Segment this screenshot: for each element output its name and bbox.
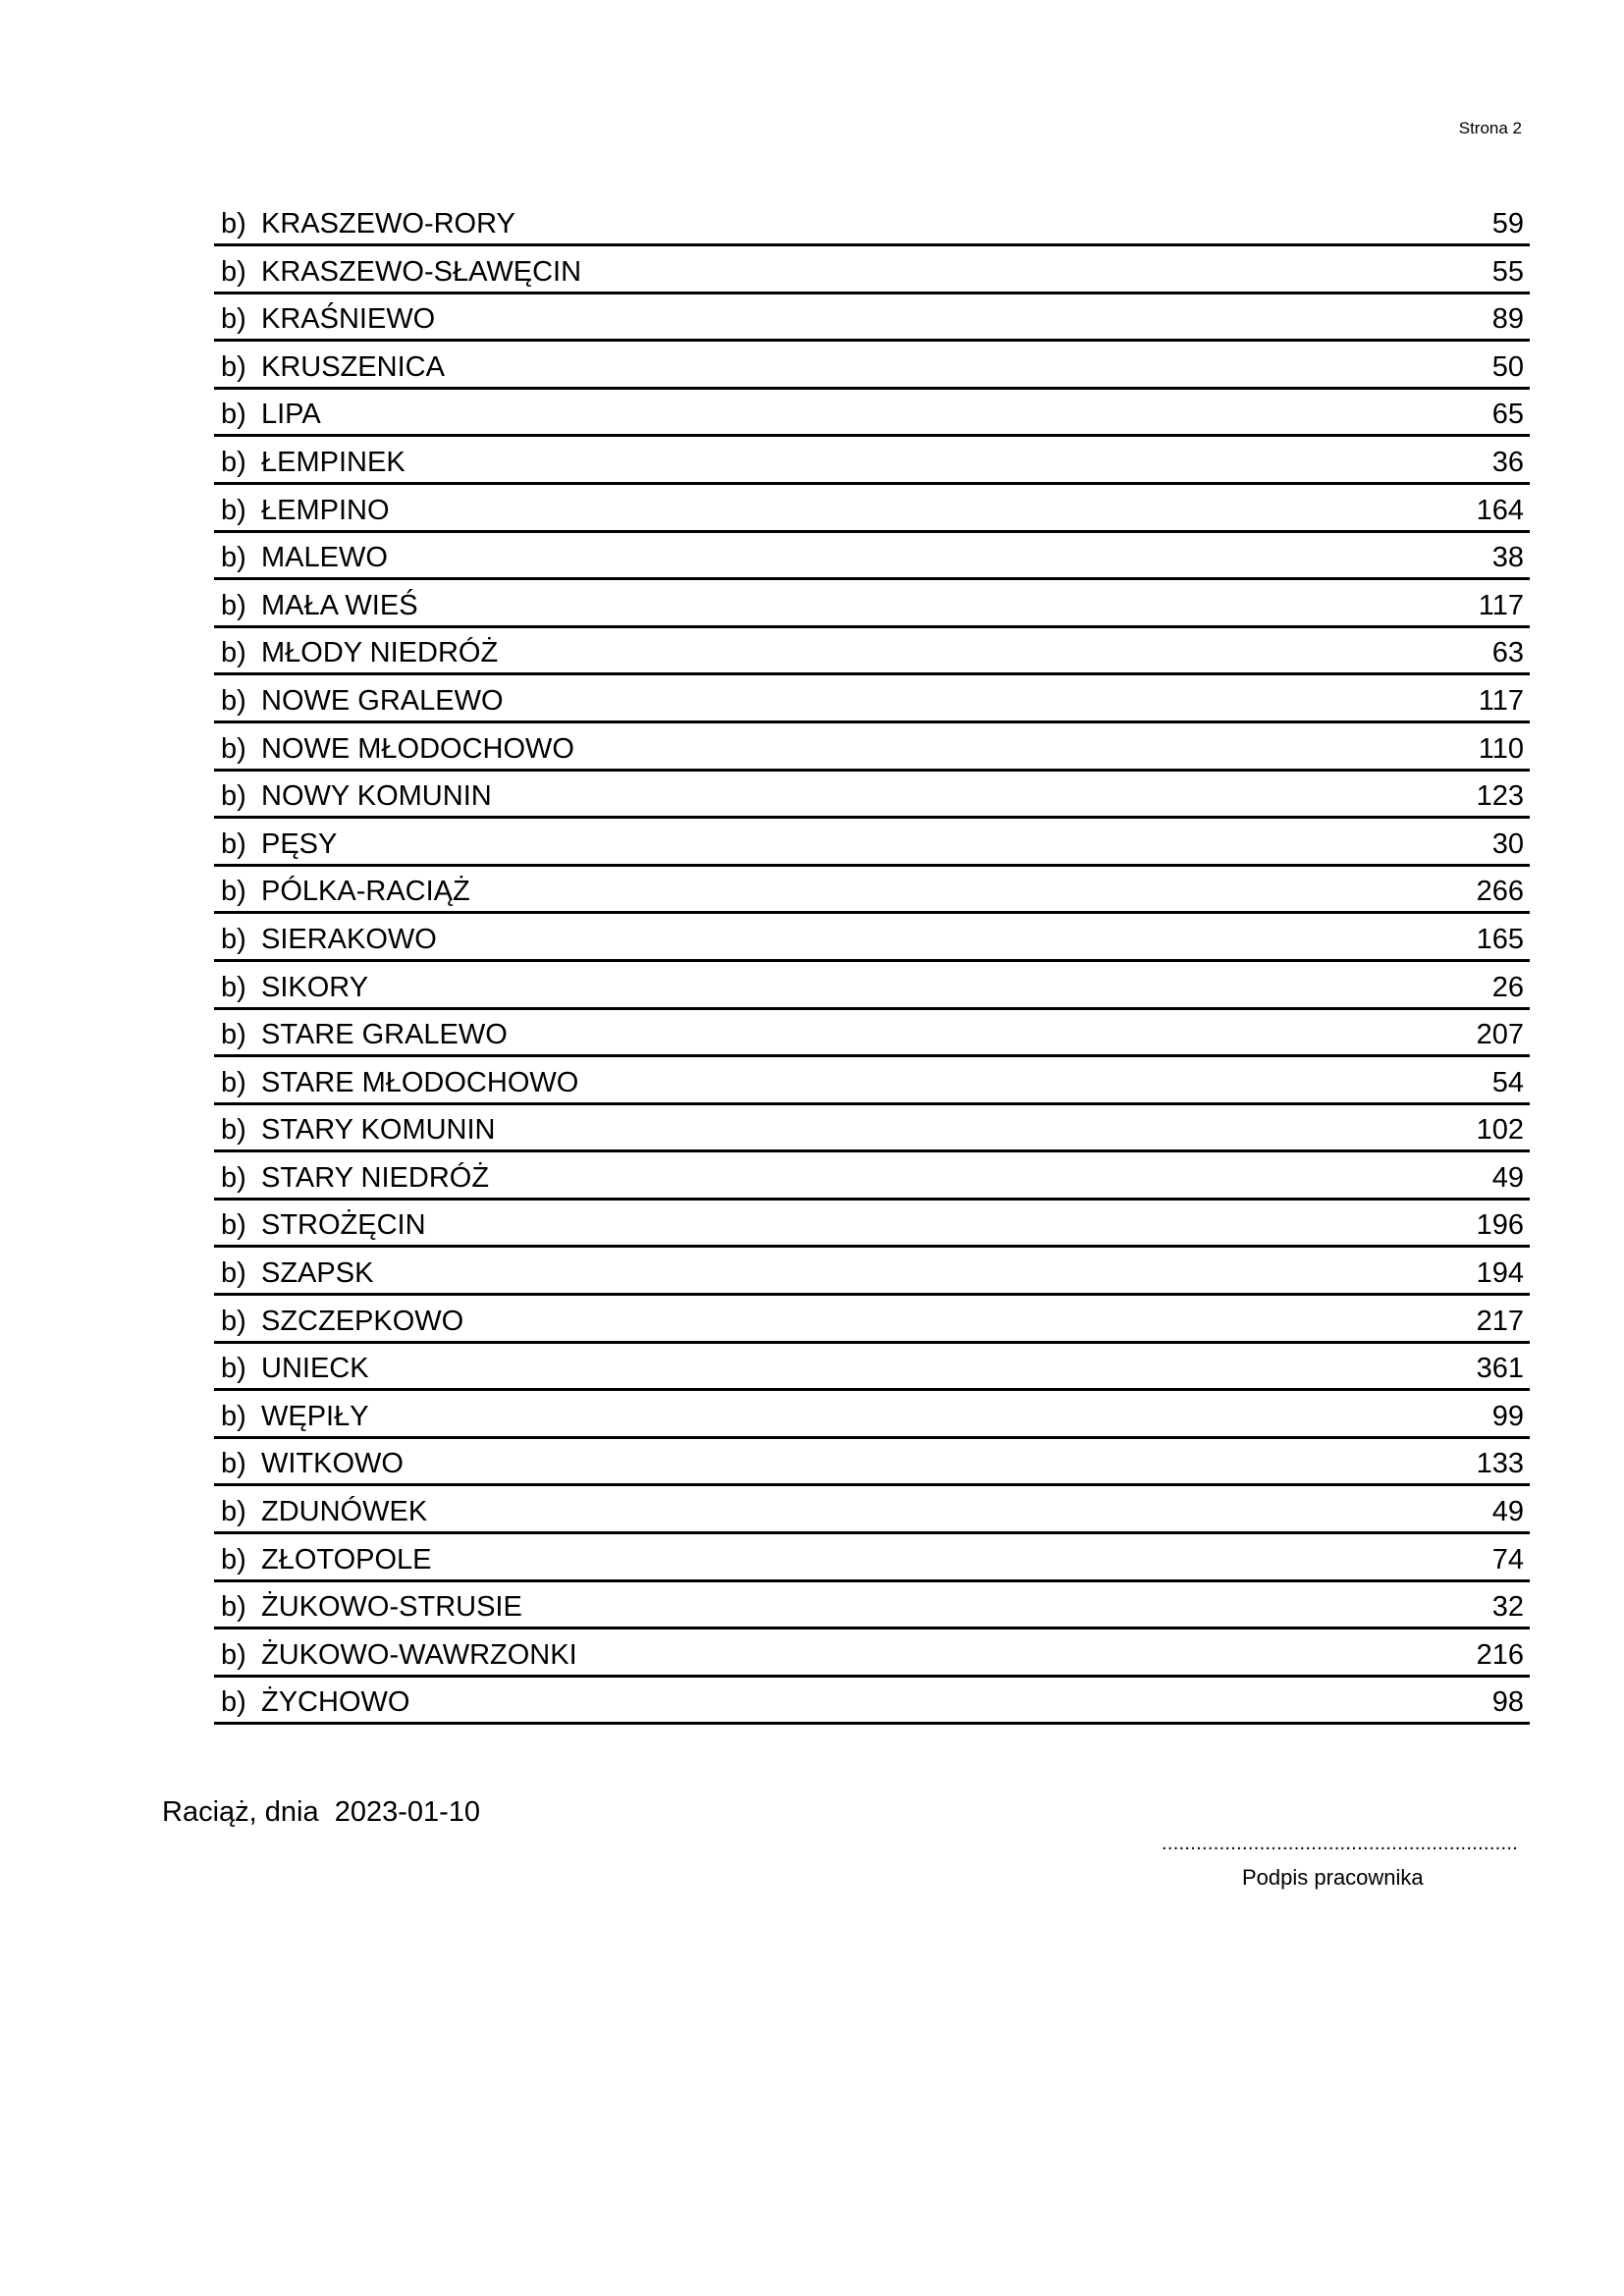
locality-table bbox=[214, 200, 1530, 1727]
locality-count: 98 bbox=[1491, 1686, 1524, 1719]
locality-name: MŁODY NIEDRÓŻ bbox=[261, 637, 499, 669]
locality-name: WĘPIŁY bbox=[261, 1400, 369, 1432]
table-row bbox=[214, 439, 1530, 485]
table-row bbox=[214, 1536, 1530, 1582]
table-row bbox=[214, 582, 1530, 628]
locality-count: 38 bbox=[1491, 542, 1524, 574]
locality-count: 55 bbox=[1491, 255, 1524, 288]
locality-count: 36 bbox=[1491, 446, 1524, 478]
table-row bbox=[214, 1011, 1530, 1057]
locality-name: STARE GRALEWO bbox=[261, 1019, 508, 1051]
table-row bbox=[214, 629, 1530, 675]
locality-name: NOWE MŁODOCHOWO bbox=[261, 732, 574, 765]
locality-count: 165 bbox=[1476, 923, 1524, 955]
row-prefix: b) bbox=[221, 1353, 246, 1385]
row-prefix: b) bbox=[221, 1400, 246, 1432]
table-row bbox=[214, 1154, 1530, 1201]
locality-count: 30 bbox=[1491, 828, 1524, 860]
row-prefix: b) bbox=[221, 1257, 246, 1290]
locality-name: NOWY KOMUNIN bbox=[261, 780, 492, 813]
table-row bbox=[214, 534, 1530, 580]
row-prefix: b) bbox=[221, 1114, 246, 1147]
row-prefix: b) bbox=[221, 876, 246, 908]
locality-count: 49 bbox=[1491, 1496, 1524, 1528]
row-prefix: b) bbox=[221, 1591, 246, 1624]
row-prefix: b) bbox=[221, 255, 246, 288]
table-row bbox=[214, 248, 1530, 294]
locality-count: 26 bbox=[1491, 971, 1524, 1003]
locality-count: 217 bbox=[1476, 1305, 1524, 1337]
locality-count: 102 bbox=[1476, 1114, 1524, 1147]
table-row bbox=[214, 964, 1530, 1010]
locality-name: ZDUNÓWEK bbox=[261, 1496, 428, 1528]
locality-count: 194 bbox=[1476, 1257, 1524, 1290]
row-prefix: b) bbox=[221, 1543, 246, 1575]
locality-count: 207 bbox=[1476, 1019, 1524, 1051]
row-prefix: b) bbox=[221, 1305, 246, 1337]
row-prefix: b) bbox=[221, 1161, 246, 1194]
row-prefix: b) bbox=[221, 1686, 246, 1719]
locality-name: SIKORY bbox=[261, 971, 369, 1003]
locality-count: 54 bbox=[1491, 1066, 1524, 1098]
row-prefix: b) bbox=[221, 1496, 246, 1528]
table-row bbox=[214, 1201, 1530, 1248]
table-row bbox=[214, 1106, 1530, 1152]
table-row bbox=[214, 1679, 1530, 1725]
table-row bbox=[214, 200, 1530, 246]
locality-name: KRAŚNIEWO bbox=[261, 303, 436, 336]
table-row bbox=[214, 1583, 1530, 1629]
locality-name: NOWE GRALEWO bbox=[261, 684, 504, 717]
locality-name: KRASZEWO-SŁAWĘCIN bbox=[261, 255, 582, 288]
row-prefix: b) bbox=[221, 589, 246, 621]
locality-name: SIERAKOWO bbox=[261, 923, 437, 955]
signature-label: Podpis pracownika bbox=[1242, 1865, 1424, 1890]
locality-name: ŻYCHOWO bbox=[261, 1686, 410, 1719]
locality-count: 117 bbox=[1478, 684, 1524, 717]
table-row bbox=[214, 821, 1530, 867]
row-prefix: b) bbox=[221, 208, 246, 240]
row-prefix: b) bbox=[221, 1448, 246, 1480]
locality-count: 117 bbox=[1478, 589, 1524, 621]
locality-count: 63 bbox=[1491, 637, 1524, 669]
table-row bbox=[214, 295, 1530, 342]
locality-name: MAŁA WIEŚ bbox=[261, 589, 418, 621]
locality-name: KRASZEWO-RORY bbox=[261, 208, 515, 240]
row-prefix: b) bbox=[221, 542, 246, 574]
locality-name: STARE MŁODOCHOWO bbox=[261, 1066, 579, 1098]
row-prefix: b) bbox=[221, 303, 246, 336]
row-prefix: b) bbox=[221, 684, 246, 717]
locality-count: 32 bbox=[1491, 1591, 1524, 1624]
locality-count: 266 bbox=[1476, 876, 1524, 908]
row-prefix: b) bbox=[221, 1209, 246, 1242]
table-row bbox=[214, 1250, 1530, 1296]
row-prefix: b) bbox=[221, 1638, 246, 1671]
locality-count: 74 bbox=[1491, 1543, 1524, 1575]
locality-count: 59 bbox=[1491, 208, 1524, 240]
locality-name: SZCZEPKOWO bbox=[261, 1305, 464, 1337]
locality-count: 361 bbox=[1476, 1353, 1524, 1385]
row-prefix: b) bbox=[221, 780, 246, 813]
table-row bbox=[214, 725, 1530, 772]
row-prefix: b) bbox=[221, 494, 246, 526]
row-prefix: b) bbox=[221, 828, 246, 860]
row-prefix: b) bbox=[221, 637, 246, 669]
row-prefix: b) bbox=[221, 923, 246, 955]
locality-name: ŁEMPINEK bbox=[261, 446, 406, 478]
locality-name: PÓLKA-RACIĄŻ bbox=[261, 876, 470, 908]
locality-name: STROŻĘCIN bbox=[261, 1209, 426, 1242]
table-row bbox=[214, 1345, 1530, 1391]
locality-name: SZAPSK bbox=[261, 1257, 374, 1290]
locality-count: 216 bbox=[1476, 1638, 1524, 1671]
table-row bbox=[214, 916, 1530, 962]
table-row bbox=[214, 1298, 1530, 1344]
row-prefix: b) bbox=[221, 732, 246, 765]
row-prefix: b) bbox=[221, 1066, 246, 1098]
table-row bbox=[214, 773, 1530, 819]
table-row bbox=[214, 1059, 1530, 1105]
locality-count: 65 bbox=[1491, 399, 1524, 431]
locality-count: 49 bbox=[1491, 1161, 1524, 1194]
locality-count: 196 bbox=[1476, 1209, 1524, 1242]
locality-count: 110 bbox=[1478, 732, 1524, 765]
locality-name: ŻUKOWO-WAWRZONKI bbox=[261, 1638, 577, 1671]
table-row bbox=[214, 391, 1530, 437]
locality-name: PĘSY bbox=[261, 828, 338, 860]
locality-count: 89 bbox=[1491, 303, 1524, 336]
table-row bbox=[214, 1631, 1530, 1678]
locality-name: ZŁOTOPOLE bbox=[261, 1543, 432, 1575]
table-row bbox=[214, 1440, 1530, 1486]
locality-name: LIPA bbox=[261, 399, 321, 431]
locality-name: UNIECK bbox=[261, 1353, 369, 1385]
table-row bbox=[214, 487, 1530, 533]
table-row bbox=[214, 868, 1530, 914]
row-prefix: b) bbox=[221, 1019, 246, 1051]
locality-name: ŁEMPINO bbox=[261, 494, 390, 526]
locality-name: KRUSZENICA bbox=[261, 350, 445, 383]
table-row bbox=[214, 677, 1530, 723]
locality-name: WITKOWO bbox=[261, 1448, 404, 1480]
row-prefix: b) bbox=[221, 399, 246, 431]
locality-name: STARY KOMUNIN bbox=[261, 1114, 496, 1147]
locality-name: MALEWO bbox=[261, 542, 388, 574]
signature-line: .............................................................. bbox=[1162, 1833, 1519, 1854]
page-number: Strona 2 bbox=[1458, 119, 1522, 137]
locality-count: 123 bbox=[1476, 780, 1524, 813]
locality-name: STARY NIEDRÓŻ bbox=[261, 1161, 490, 1194]
locality-count: 133 bbox=[1476, 1448, 1524, 1480]
table-row bbox=[214, 1488, 1530, 1534]
table-row bbox=[214, 1393, 1530, 1439]
place-date: Raciąż, dnia 2023-01-10 bbox=[162, 1796, 481, 1828]
row-prefix: b) bbox=[221, 446, 246, 478]
locality-count: 164 bbox=[1476, 494, 1524, 526]
locality-name: ŻUKOWO-STRUSIE bbox=[261, 1591, 522, 1624]
locality-count: 50 bbox=[1491, 350, 1524, 383]
locality-count: 99 bbox=[1491, 1400, 1524, 1432]
table-row bbox=[214, 344, 1530, 390]
row-prefix: b) bbox=[221, 350, 246, 383]
row-prefix: b) bbox=[221, 971, 246, 1003]
